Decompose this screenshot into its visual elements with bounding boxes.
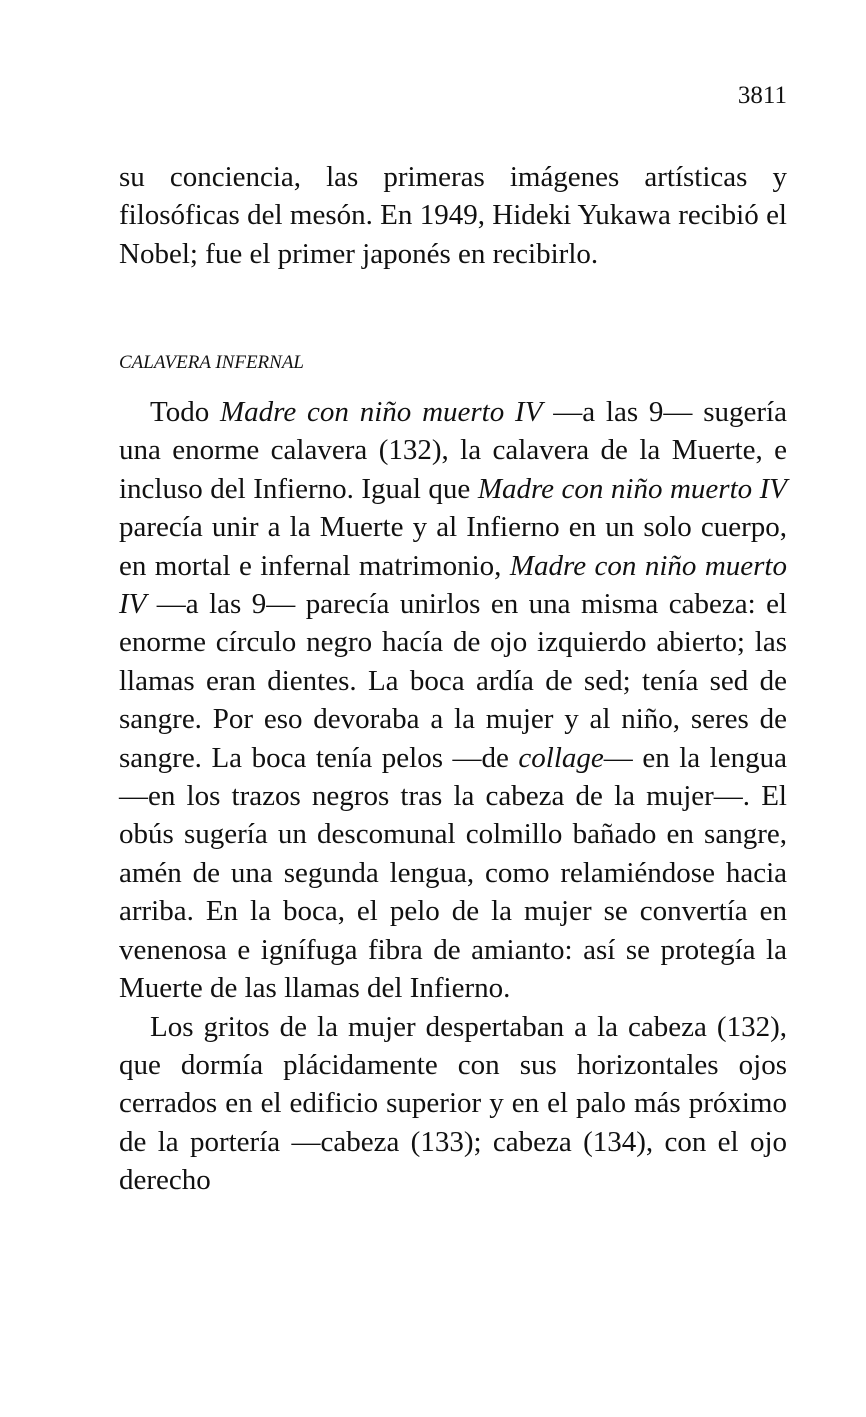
paragraph-gritos: Los gritos de la mujer despertaban a la cabeza (132), que dormía plácidamente con sus horizontales ojos cerrados en el edificio superior y en el palo más próximo de la portería —cabeza (133); cabeza (134), con el ojo derecho — [119, 1010, 787, 1197]
text-run: parecía unir a la Muerte y al Infierno en un solo cuerpo, en mortal e infernal matrimonio, — [119, 511, 787, 582]
text-run: Todo — [150, 396, 220, 428]
body-text — [119, 393, 787, 1200]
intro-paragraph-block — [119, 158, 787, 273]
paragraph-calavera — [119, 393, 787, 1008]
text-run: —a las 9— parecía unirlos en una misma cabeza: el enorme círculo negro hacía de ojo izquierdo abierto; las llamas eran dientes. La boca ardía de sed; tenía sed de sangre. Por eso devoraba a la mujer y al niño, seres de sangre. La boca tenía pelos —de — [119, 588, 787, 774]
intro-paragraph: su conciencia, las primeras imágenes artísticas y filosóficas del mesón. En 1949, Hideki Yukawa recibió el Nobel; fue el primer japonés en recibirlo. — [119, 161, 787, 270]
page-number: 3811 — [737, 82, 787, 109]
artwork-title: Madre con niño muerto IV — [220, 396, 543, 428]
artwork-title: Madre con niño muerto IV — [119, 549, 787, 621]
artwork-title: Madre con niño muerto IV — [477, 472, 788, 505]
text-run: —a las 9— sugería una enorme calavera (132), la calavera de la Muerte, e incluso del Infierno. Igual que — [119, 396, 787, 505]
italic-term: collage — [518, 741, 604, 774]
text-run: — en la lengua —en los trazos negros tras la cabeza de la mujer—. El obús sugería un descomunal colmillo bañado en sangre, amén de una segunda lengua, como relamiéndose hacia arriba. En la boca, el pelo de la mujer se convertía en venenosa e ignífuga fibra de amianto: así se protegía la Muerte de las llamas del Infierno. — [119, 741, 787, 1005]
section-heading: CALAVERA INFERNAL — [119, 352, 304, 373]
